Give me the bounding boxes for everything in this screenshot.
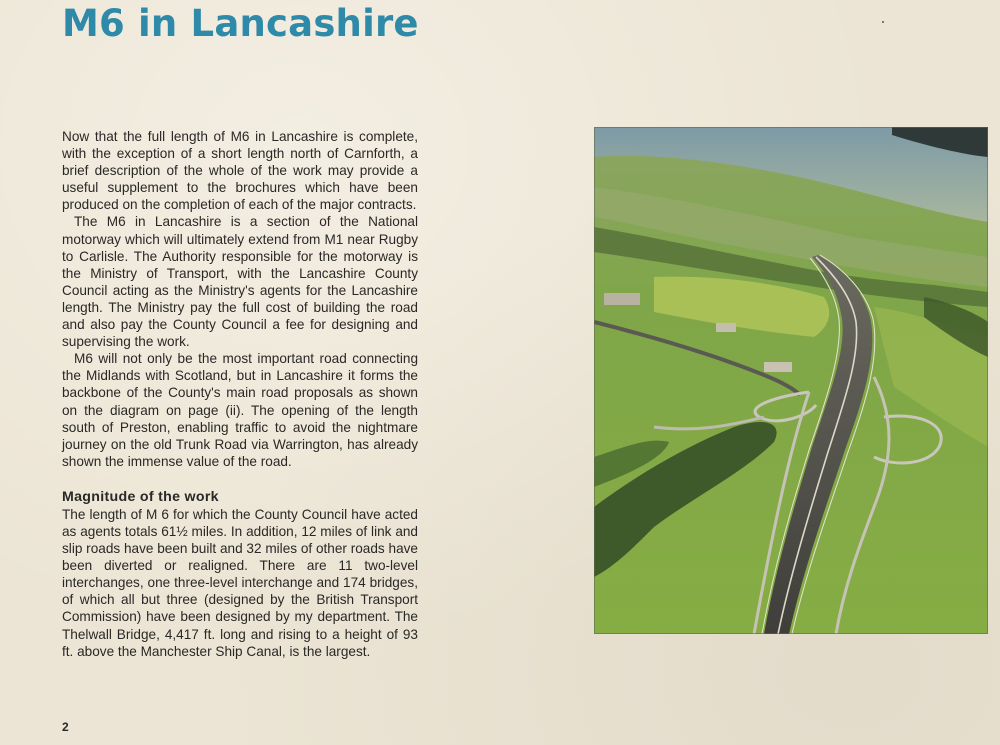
page-number: 2 [62,720,69,734]
paragraph-magnitude: The length of M 6 for which the County Council have acted as agents totals 61½ miles. In addition, 12 miles of link and slip roads have been built and 32 miles of other roads have been diverted or realigned. There are 11 two-level interchanges, one three-level interchange and 174 bridges, of which all but three (designed by the British Transport Commission) have been designed by my department. The Thelwall Bridge, 4,417 ft. long and rising to a height of 93 ft. above the Manchester Ship Canal, is the largest. [62,506,418,659]
photo-farm-3 [764,362,792,372]
section-heading-magnitude: Magnitude of the work [62,488,219,505]
photo-farm-2 [716,323,736,332]
paragraph-intro: Now that the full length of M6 in Lancashire is complete, with the exception of a short length north of Carnforth, a brief description of the whole of the work may provide a useful supplement to the brochures which have been produced on the completion of each of the major contracts. [62,129,418,213]
paragraph-importance: M6 will not only be the most important road connecting the Midlands with Scotland, but in Lancashire it forms the backbone of the County's main road proposals as shown on the diagram on page (ii). The opening of the length south of Preston, enabling traffic to avoid the nightmare journey on the old Trunk Road via Warrington, has already shown the immense value of the road. [62,351,418,469]
page-title: M6 in Lancashire [62,2,419,45]
paragraph-motorway: The M6 in Lancashire is a section of the National motorway which will ultimately extend from M1 near Rugby to Carlisle. The Authority responsible for the motorway is the Ministry of Transport, with the Lancashire County Council acting as the Ministry's agents for the Lancashire length. The Ministry pay the full cost of building the road and also pay the County Council a fee for designing and supervising the work. [62,214,418,350]
photo-farm-1 [604,293,640,305]
aerial-motorway-photo [594,127,988,634]
article-body [62,128,418,660]
print-speck [882,21,884,23]
